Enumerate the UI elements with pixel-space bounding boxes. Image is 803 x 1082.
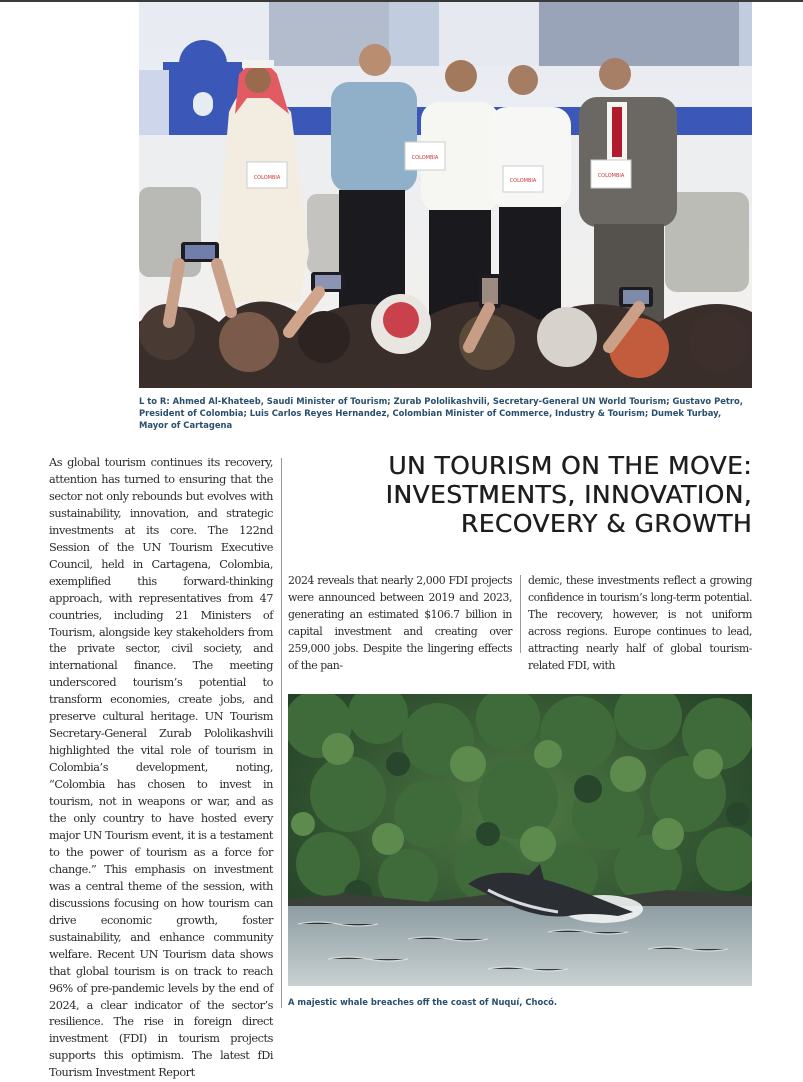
headline-line-1: UN TOURISM ON THE MOVE: bbox=[388, 451, 752, 480]
svg-text:COLOMBIA: COLOMBIA bbox=[509, 178, 537, 184]
body-column-right: demic, these investments reflect a growing confidence in tourism’s long-term potential. The recovery, however, is not uniform across regions. Europe continues to lead, attracting nearly half of global tourism-related FDI, with bbox=[528, 574, 752, 672]
group-photo-icon bbox=[139, 2, 752, 388]
whale-photo bbox=[288, 694, 752, 986]
body-column-middle: 2024 reveals that nearly 2,000 FDI projects were announced between 2019 and 2023, generating an estimated $106.7 billion in capital investment and creating over 259,000 jobs. Despite the lingering effects of the pan- bbox=[288, 574, 512, 672]
body-column-left: As global tourism continues its recovery, attention has turned to ensuring that the sector not only rebounds but evolves with sustainability, innovation, and strategic investments at its core. The 122nd Session of the UN Tourism Executive Council, held in Cartagena, Colombia, exemplified this forward-thinking approach, with representatives from 47 countries, including 21 Ministers of Tourism, alongside key stakeholders from the private sector, civil society, and international finance. The meeting underscored tourism’s potential to transform economies, create jobs, and preserve cultural heritage. UN Tourism Secretary-General Zurab Pololikashvili highlighted the vital role of tourism in Colombia’s development, noting, “Colombia has chosen to invest in tourism, not in weapons or war, and as the only country to have hosted every major UN Tourism event, it is a testament to the power of tourism as a force for change.” This emphasis on investment was a central theme of the session, with discussions focusing on how tourism can drive economic growth, foster sustainability, and enhance community welfare. Recent UN Tourism data shows that global tourism is on track to reach 96% of pre-pandemic levels by the end of 2024, a clear indicator of the sector’s resilience. The rise in foreign direct investment (FDI) in tourism projects supports this optimism. The latest fDi Tourism Investment Report bbox=[49, 456, 273, 1080]
svg-text:COLOMBIA: COLOMBIA bbox=[253, 175, 281, 181]
column-rule-middle bbox=[520, 575, 521, 653]
headline-line-2: INVESTMENTS, INNOVATION, bbox=[385, 479, 752, 509]
column-rule-left bbox=[281, 458, 282, 1008]
headline-line-3: RECOVERY & GROWTH bbox=[460, 508, 752, 538]
article-headline bbox=[300, 452, 752, 538]
whale-caption: A majestic whale breaches off the coast of Nuquí, Chocó. bbox=[288, 997, 558, 1007]
svg-text:COLOMBIA: COLOMBIA bbox=[597, 173, 625, 179]
svg-text:COLOMBIA: COLOMBIA bbox=[411, 155, 439, 161]
photo-caption: L to R: Ahmed Al-Khateeb, Saudi Minister of Tourism; Zurab Pololikashvili, Secretary-General UN World Tourism; Gustavo Petro, President of Colombia; Luis Carlos Reyes Hernandez, Colombian Minister of Commerce, Industry & Tourism; Dumek Turbay, Mayor of Cartagena bbox=[139, 396, 743, 430]
ceremony-photo bbox=[139, 2, 752, 388]
whale-breach-photo-icon bbox=[288, 694, 752, 986]
